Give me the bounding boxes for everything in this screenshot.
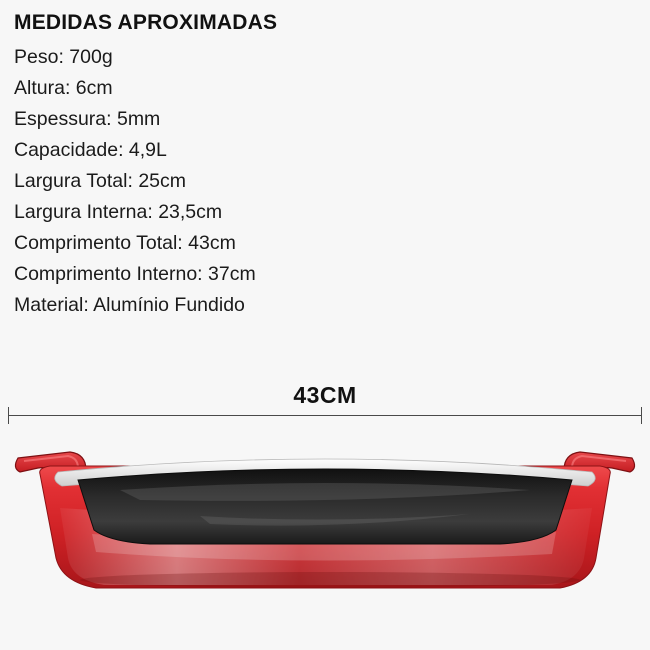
spec-value-comprimento-total: 43cm (188, 232, 236, 255)
specifications-block (14, 10, 634, 321)
spec-row-capacidade (14, 135, 634, 166)
spec-value-largura-total: 25cm (138, 170, 186, 193)
spec-value-comprimento-interno: 37cm (208, 263, 256, 286)
pan-interior (78, 469, 572, 544)
page-title: MEDIDAS APROXIMADAS (14, 11, 278, 34)
spec-row-peso (14, 42, 634, 73)
spec-row-altura (14, 73, 634, 104)
spec-row-comprimento-interno (14, 259, 634, 290)
spec-label-comprimento-interno: Comprimento Interno: (14, 263, 209, 286)
spec-label-comprimento-total: Comprimento Total: (14, 232, 189, 255)
spec-row-material (14, 290, 634, 321)
spec-label-espessura: Espessura: (14, 108, 117, 131)
product-image (0, 430, 650, 630)
spec-row-largura-total (14, 166, 634, 197)
spec-label-altura: Altura: (14, 77, 76, 100)
dimension-line (8, 415, 642, 416)
spec-label-peso: Peso: (14, 46, 70, 69)
spec-value-espessura: 5mm (116, 108, 161, 131)
spec-label-largura-interna: Largura Interna: (14, 201, 159, 224)
spec-row-espessura (14, 104, 634, 135)
spec-value-material: Alumínio Fundido (93, 294, 245, 317)
spec-value-peso: 700g (69, 46, 113, 69)
dimension-tick-left (8, 407, 9, 424)
spec-row-comprimento-total (14, 228, 634, 259)
spec-label-material: Material: (14, 294, 94, 317)
spec-value-largura-interna: 23,5cm (158, 201, 223, 224)
spec-label-largura-total: Largura Total: (14, 170, 139, 193)
dimension-label: 43CM (293, 382, 357, 408)
spec-value-altura: 6cm (75, 77, 113, 100)
spec-row-largura-interna (14, 197, 634, 228)
dimension-tick-right (641, 407, 642, 424)
dimension-ruler (0, 382, 650, 424)
spec-label-capacidade: Capacidade: (14, 139, 129, 162)
spec-value-capacidade: 4,9L (128, 139, 167, 162)
